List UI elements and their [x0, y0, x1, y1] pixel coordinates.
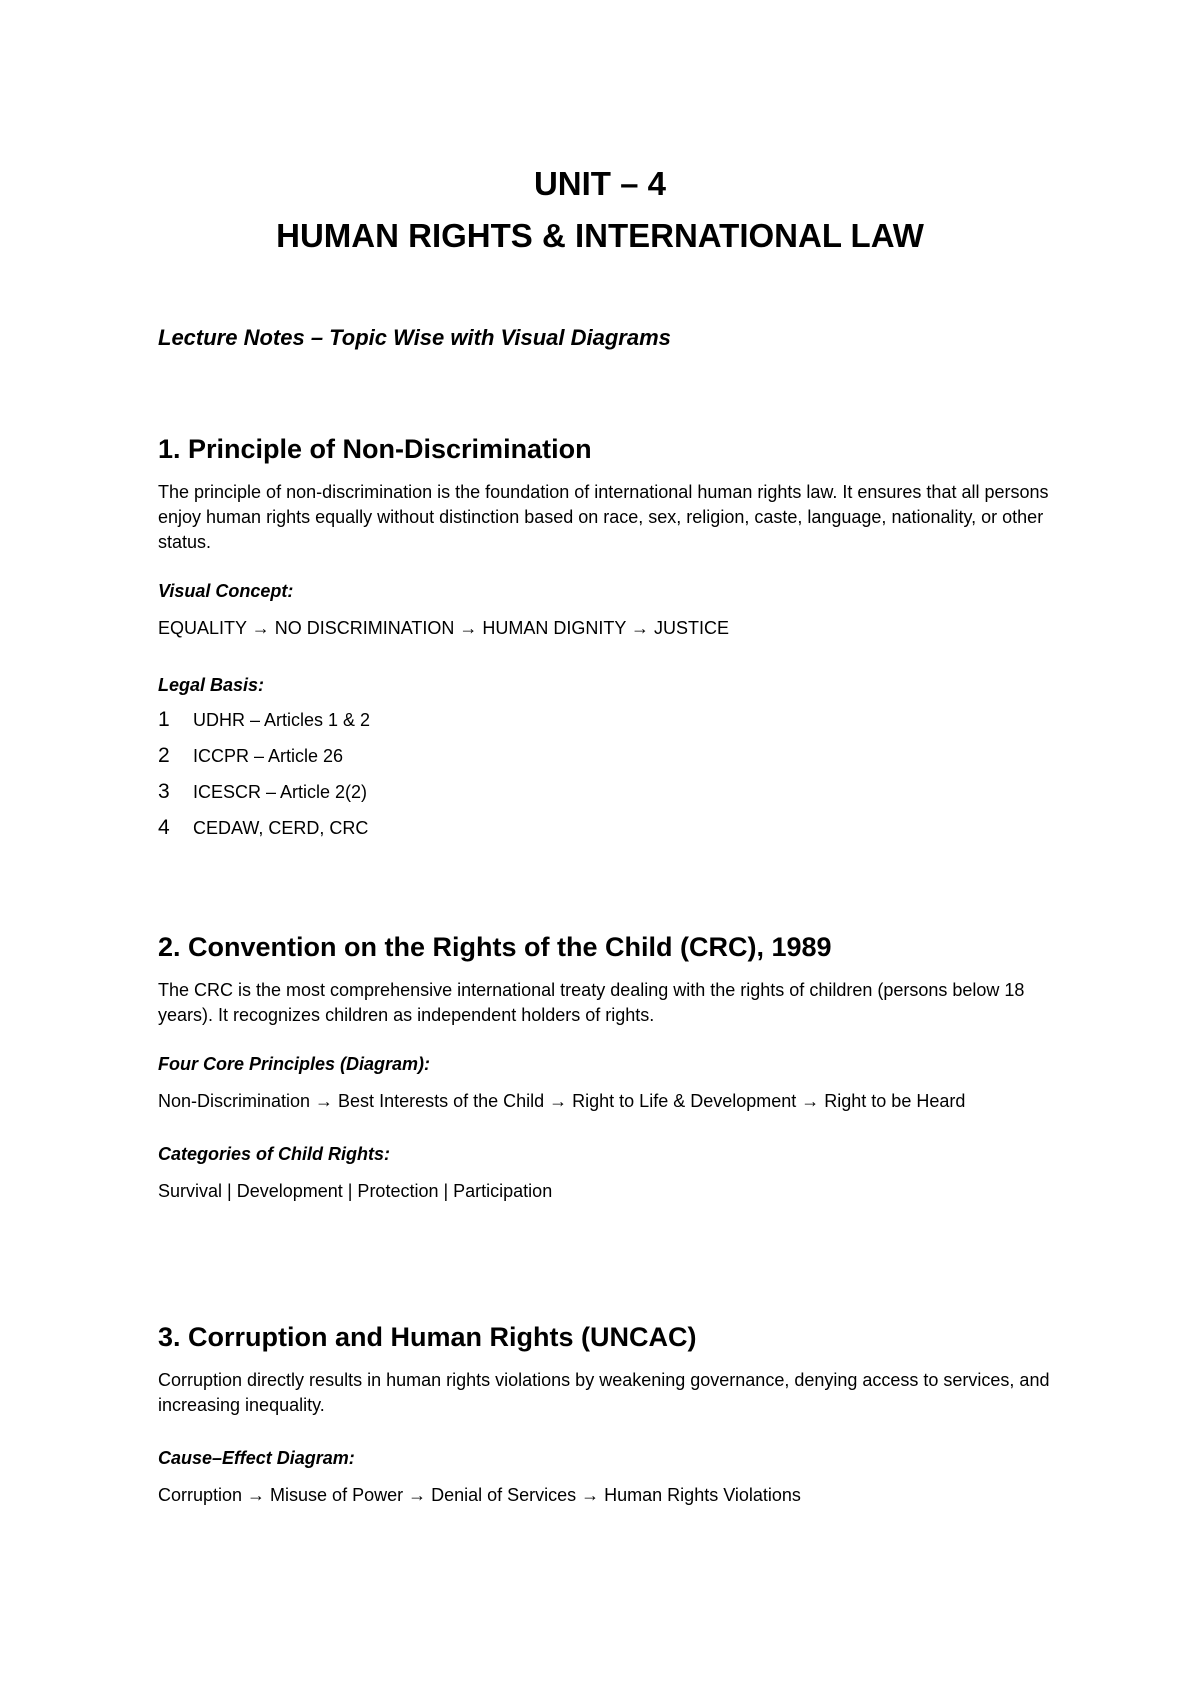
unit-title: UNIT – 4: [533, 165, 667, 202]
section-body: The CRC is the most comprehensive international treaty dealing with the rights of children (persons below 18 years). It recognizes children as independent holders of rights.: [158, 980, 1025, 1025]
section-non-discrimination: [158, 432, 1058, 846]
title-block: [0, 158, 1200, 262]
core-principles-flow: Non-Discrimination → Best Interests of the Child → Right to Life & Development → Right to be Heard: [158, 1091, 966, 1111]
section-corruption: [158, 1320, 1058, 1508]
document-title: HUMAN RIGHTS & INTERNATIONAL LAW: [276, 217, 924, 254]
section-body: Corruption directly results in human rights violations by weakening governance, denying access to services, and increasing inequality.: [158, 1370, 1050, 1415]
section-heading: 2. Convention on the Rights of the Child (CRC), 1989: [158, 932, 832, 962]
section-crc: [158, 930, 1058, 1204]
list-item: [158, 738, 1058, 774]
section-heading: 1. Principle of Non-Discrimination: [158, 434, 592, 464]
child-rights-categories: Survival | Development | Protection | Participation: [158, 1181, 553, 1201]
legal-basis-list: [158, 702, 1058, 846]
list-text: ICCPR – Article 26: [193, 745, 344, 766]
list-item: [158, 810, 1058, 846]
cause-effect-label: Cause–Effect Diagram:: [158, 1448, 355, 1468]
legal-basis-label: Legal Basis:: [158, 675, 265, 695]
list-number: 3: [158, 780, 170, 803]
core-principles-label: Four Core Principles (Diagram):: [158, 1054, 431, 1074]
visual-concept-flow: EQUALITY → NO DISCRIMINATION → HUMAN DIGNITY → JUSTICE: [158, 618, 730, 638]
section-heading: 3. Corruption and Human Rights (UNCAC): [158, 1322, 697, 1352]
subtitle: Lecture Notes – Topic Wise with Visual Diagrams: [158, 325, 671, 350]
list-item: [158, 702, 1058, 738]
section-body: The principle of non-discrimination is the foundation of international human rights law. It ensures that all persons enjoy human rights equally without distinction based on race, sex, religion, caste, language, nationality, or other status.: [158, 482, 1049, 552]
cause-effect-flow: Corruption → Misuse of Power → Denial of Services → Human Rights Violations: [158, 1485, 801, 1505]
list-number: 4: [158, 816, 170, 839]
list-text: UDHR – Articles 1 & 2: [193, 709, 371, 730]
list-number: 2: [158, 744, 170, 767]
list-number: 1: [158, 708, 170, 731]
list-item: [158, 774, 1058, 810]
child-rights-categories-label: Categories of Child Rights:: [158, 1144, 391, 1164]
list-text: CEDAW, CERD, CRC: [193, 817, 369, 838]
list-text: ICESCR – Article 2(2): [193, 781, 368, 802]
visual-concept-label: Visual Concept:: [158, 581, 294, 601]
